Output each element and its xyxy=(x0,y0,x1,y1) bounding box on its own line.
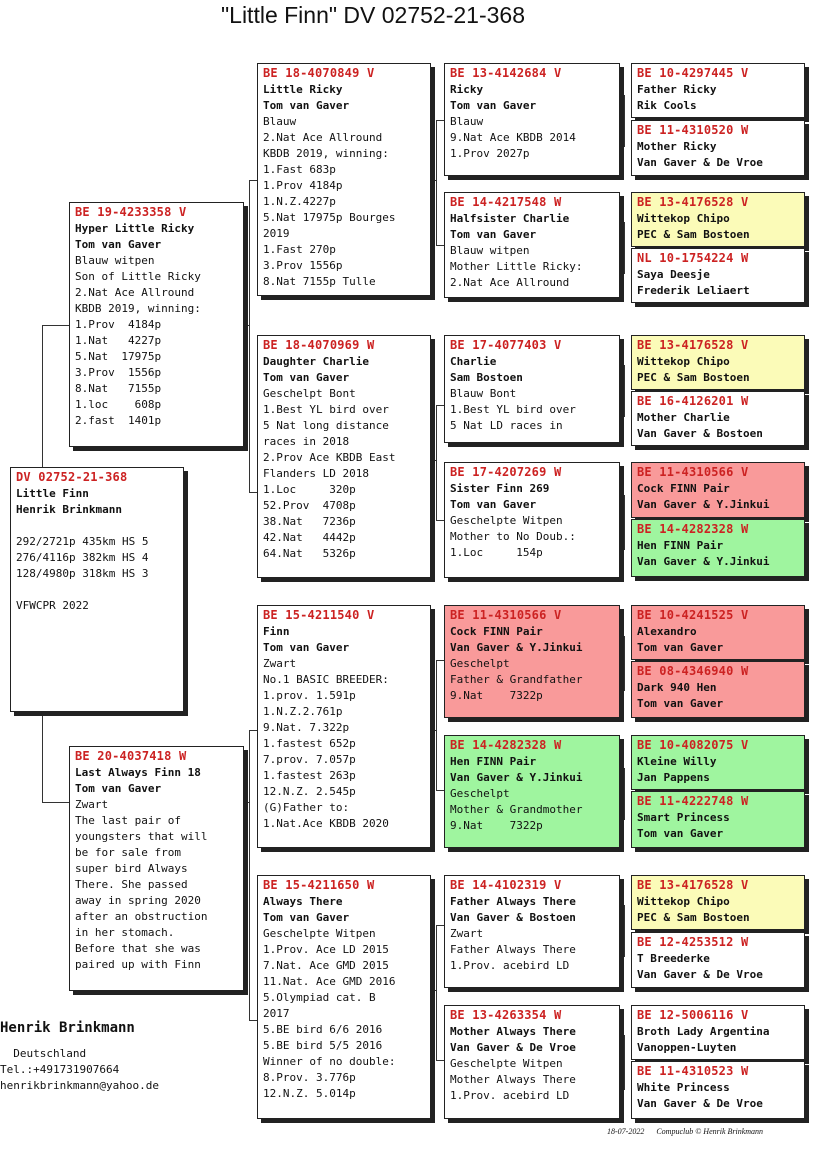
pigeon-card-ssd[interactable] xyxy=(444,192,620,298)
pigeon-owner: Tom van Gaver xyxy=(263,641,350,654)
info-line: after an obstruction xyxy=(75,910,208,923)
pigeon-owner: Tom van Gaver xyxy=(637,641,724,654)
pigeon-card-g14[interactable] xyxy=(631,932,805,988)
pigeon-card-g6[interactable] xyxy=(631,391,805,446)
pigeon-name: Cock FINN Pair xyxy=(637,482,730,495)
info-line: Mother Always There xyxy=(450,1073,576,1086)
pigeon-owner: Tom van Gaver xyxy=(637,697,724,710)
info-line: 1.fastest 263p xyxy=(263,769,356,782)
ring-number: BE 13-4176528 V xyxy=(637,195,749,209)
pigeon-card-g7[interactable] xyxy=(631,462,805,518)
pigeon-owner: Van Gaver & Y.Jinkui xyxy=(637,498,770,511)
info-line: Zwart xyxy=(263,657,297,670)
pigeon-owner: Tom van Gaver xyxy=(75,782,162,795)
pigeon-name: Last Always Finn 18 xyxy=(75,766,201,779)
pigeon-owner: Jan Pappens xyxy=(637,771,710,784)
info-line: 5 Nat LD races in xyxy=(450,419,563,432)
pigeon-owner: Tom van Gaver xyxy=(637,827,724,840)
pigeon-owner: Van Gaver & De Vroe xyxy=(637,156,763,169)
info-line: 1.prov. 1.591p xyxy=(263,689,356,702)
info-line: 1.Prov. acebird LD xyxy=(450,959,570,972)
pigeon-name: Smart Princess xyxy=(637,811,730,824)
ring-number: BE 12-5006116 V xyxy=(637,1008,749,1022)
info-line: Son of Little Ricky xyxy=(75,270,201,283)
info-line: No.1 BASIC BREEDER: xyxy=(263,673,389,686)
info-line: 2017 xyxy=(263,1007,290,1020)
info-line: 292/2721p 435km HS 5 xyxy=(16,535,149,548)
pigeon-name: Little Finn xyxy=(16,487,89,500)
info-line: 1.Nat.Ace KBDB 2020 xyxy=(263,817,389,830)
info-line: Geschelpte Witpen xyxy=(263,927,376,940)
pigeon-owner: Tom van Gaver xyxy=(450,228,537,241)
pigeon-card-sds[interactable] xyxy=(444,335,620,443)
pigeon-card-sire[interactable] xyxy=(69,202,244,447)
ring-number: BE 10-4241525 V xyxy=(637,608,749,622)
pigeon-owner: Van Gaver & Y.Jinkui xyxy=(450,641,583,654)
ring-number: BE 18-4070969 W xyxy=(263,338,375,352)
pigeon-card-g1[interactable] xyxy=(631,63,805,118)
info-line: 9.Nat Ace KBDB 2014 xyxy=(450,131,576,144)
owner-phone: Tel.:+491731907664 xyxy=(0,1063,120,1076)
pigeon-owner: PEC & Sam Bostoen xyxy=(637,228,750,241)
info-line: Geschelpt xyxy=(450,787,510,800)
info-line: 5.Nat 17975p xyxy=(75,350,162,363)
pigeon-card-sss[interactable] xyxy=(444,63,620,176)
pigeon-name: Hyper Little Ricky xyxy=(75,222,195,235)
pigeon-name: Little Ricky xyxy=(263,83,343,96)
info-line: 42.Nat 4442p xyxy=(263,531,356,544)
pigeon-name: Kleine Willy xyxy=(637,755,717,768)
info-line: super bird Always xyxy=(75,862,188,875)
pigeon-name: T Breederke xyxy=(637,952,710,965)
ring-number: BE 11-4222748 W xyxy=(637,794,749,808)
pigeon-name: Cock FINN Pair xyxy=(450,625,543,638)
ring-number: BE 13-4142684 V xyxy=(450,66,562,80)
info-line: 3.Prov 1556p xyxy=(263,259,343,272)
info-line: Blauw Bont xyxy=(450,387,517,400)
info-line: (G)Father to: xyxy=(263,801,350,814)
info-line: 8.Nat 7155p xyxy=(75,382,162,395)
info-line xyxy=(16,582,177,598)
info-line: 5.BE bird 6/6 2016 xyxy=(263,1023,383,1036)
info-line: 5.BE bird 5/5 2016 xyxy=(263,1039,383,1052)
pigeon-card-g9[interactable] xyxy=(631,605,805,660)
pigeon-owner: Frederik Leliaert xyxy=(637,284,750,297)
page-title: "Little Finn" DV 02752-21-368 xyxy=(220,2,525,28)
info-line: 128/4980p 318km HS 3 xyxy=(16,567,149,580)
pigeon-owner: Tom van Gaver xyxy=(450,99,537,112)
info-line: Before that she was xyxy=(75,942,201,955)
pigeon-owner: Van Gaver & Bostoen xyxy=(450,911,576,924)
pigeon-owner: PEC & Sam Bostoen xyxy=(637,911,750,924)
info-line: 2.Prov Ace KBDB East xyxy=(263,451,396,464)
ring-number: BE 10-4297445 V xyxy=(637,66,749,80)
pigeon-card-g16[interactable] xyxy=(631,1061,805,1119)
ring-number: BE 14-4282328 W xyxy=(637,522,749,536)
ring-number: BE 20-4037418 W xyxy=(75,749,187,763)
pigeon-name: White Princess xyxy=(637,1081,730,1094)
info-line: 38.Nat 7236p xyxy=(263,515,356,528)
pigeon-card-ss[interactable] xyxy=(257,63,431,296)
info-line: 2019 xyxy=(263,227,290,240)
pigeon-card-g13[interactable] xyxy=(631,875,805,930)
ring-number: BE 17-4207269 W xyxy=(450,465,562,479)
pigeon-name: Daughter Charlie xyxy=(263,355,369,368)
ring-number: BE 17-4077403 V xyxy=(450,338,562,352)
info-line: 5 Nat long distance xyxy=(263,419,389,432)
info-line: 5.Olympiad cat. B xyxy=(263,991,376,1004)
info-line: 1.Loc 320p xyxy=(263,483,356,496)
ring-number: DV 02752-21-368 xyxy=(16,470,128,484)
info-line: 5.Nat 17975p Bourges xyxy=(263,211,396,224)
pigeon-card-dsd[interactable] xyxy=(444,735,620,848)
info-line: Zwart xyxy=(75,798,109,811)
ring-number: BE 18-4070849 V xyxy=(263,66,375,80)
info-line: Father Always There xyxy=(450,943,576,956)
info-line: Father & Grandfather xyxy=(450,673,583,686)
info-line: 1.N.Z.4227p xyxy=(263,195,336,208)
pigeon-card-dss[interactable] xyxy=(444,605,620,718)
pigeon-card-g15[interactable] xyxy=(631,1005,805,1060)
ring-number: BE 19-4233358 V xyxy=(75,205,187,219)
info-line: Blauw witpen xyxy=(450,244,530,257)
info-line: KBDB 2019, winning: xyxy=(263,147,389,160)
info-line: 1.Fast 683p xyxy=(263,163,336,176)
info-line: 3.Prov 1556p xyxy=(75,366,162,379)
ring-number: BE 16-4126201 W xyxy=(637,394,749,408)
pigeon-name: Wittekop Chipo xyxy=(637,895,730,908)
pigeon-name: Hen FINN Pair xyxy=(637,539,724,552)
info-line: 1.Prov 4184p xyxy=(263,179,343,192)
pigeon-name: Broth Lady Argentina xyxy=(637,1025,770,1038)
pigeon-owner: PEC & Sam Bostoen xyxy=(637,371,750,384)
info-line: The last pair of xyxy=(75,814,181,827)
pigeon-owner: Van Gaver & De Vroe xyxy=(637,1097,763,1110)
pigeon-name: Mother Always There xyxy=(450,1025,576,1038)
pigeon-card-ddd[interactable] xyxy=(444,1005,620,1119)
pigeon-card-g5[interactable] xyxy=(631,335,805,390)
info-line: 1.loc 608p xyxy=(75,398,162,411)
pigeon-name: Always There xyxy=(263,895,343,908)
pigeon-card-sdd[interactable] xyxy=(444,462,620,578)
info-line: KBDB 2019, winning: xyxy=(75,302,201,315)
ring-number: BE 14-4102319 V xyxy=(450,878,562,892)
pigeon-card-g4[interactable] xyxy=(631,248,805,303)
pigeon-owner: Van Gaver & Bostoen xyxy=(637,427,763,440)
pigeon-name: Mother Ricky xyxy=(637,140,717,153)
info-line: be for sale from xyxy=(75,846,181,859)
pigeon-name: Ricky xyxy=(450,83,484,96)
pigeon-name: Sister Finn 269 xyxy=(450,482,550,495)
pigeon-card-g2[interactable] xyxy=(631,120,805,176)
info-line: Winner of no double: xyxy=(263,1055,396,1068)
info-line: Geschelpte Witpen xyxy=(450,514,563,527)
pigeon-name: Father Ricky xyxy=(637,83,717,96)
info-line: Geschelpte Witpen xyxy=(450,1057,563,1070)
ring-number: BE 12-4253512 W xyxy=(637,935,749,949)
pigeon-card-g12[interactable] xyxy=(631,791,805,848)
ring-number: BE 14-4217548 W xyxy=(450,195,562,209)
ring-number: BE 11-4310520 W xyxy=(637,123,749,137)
ring-number: BE 11-4310566 V xyxy=(637,465,749,479)
ring-number: BE 11-4310523 W xyxy=(637,1064,749,1078)
info-line: 2.Nat Ace Allround xyxy=(263,131,383,144)
info-line: 1.Loc 154p xyxy=(450,546,543,559)
pigeon-owner: Van Gaver & De Vroe xyxy=(637,968,763,981)
info-line: 12.N.Z. 2.545p xyxy=(263,785,356,798)
pigeon-name: Charlie xyxy=(450,355,497,368)
pigeon-name: Father Always There xyxy=(450,895,576,908)
info-line: 1.Prov. acebird LD xyxy=(450,1089,570,1102)
pigeon-card-sd[interactable] xyxy=(257,335,431,578)
ring-number: BE 13-4176528 V xyxy=(637,338,749,352)
ring-number: BE 13-4176528 V xyxy=(637,878,749,892)
info-line: Mother Little Ricky: xyxy=(450,260,583,273)
pigeon-owner: Van Gaver & De Vroe xyxy=(450,1041,576,1054)
pigeon-card-dd[interactable] xyxy=(257,875,431,1119)
info-line: 2.Nat Ace Allround xyxy=(75,286,195,299)
info-line: 52.Prov 4708p xyxy=(263,499,356,512)
pigeon-name: Mother Charlie xyxy=(637,411,730,424)
info-line: 1.Best YL bird over xyxy=(450,403,576,416)
info-line: 64.Nat 5326p xyxy=(263,547,356,560)
pigeon-card-g8[interactable] xyxy=(631,519,805,577)
ring-number: BE 14-4282328 W xyxy=(450,738,562,752)
info-line: 1.Best YL bird over xyxy=(263,403,389,416)
pigeon-card-g3[interactable] xyxy=(631,192,805,247)
pigeon-owner: Tom van Gaver xyxy=(75,238,162,251)
info-line: Blauw xyxy=(263,115,297,128)
info-line: 12.N.Z. 5.014p xyxy=(263,1087,356,1100)
pigeon-owner: Vanoppen-Luyten xyxy=(637,1041,737,1054)
info-line: Geschelpt xyxy=(450,657,510,670)
pigeon-owner: Tom van Gaver xyxy=(263,911,350,924)
info-line: 11.Nat. Ace GMD 2016 xyxy=(263,975,396,988)
ring-number: BE 15-4211650 W xyxy=(263,878,375,892)
pigeon-card-dam[interactable] xyxy=(69,746,244,991)
info-line xyxy=(16,518,177,534)
pigeon-name: Hen FINN Pair xyxy=(450,755,537,768)
info-line: 1.N.Z.2.761p xyxy=(263,705,343,718)
info-line: Mother to No Doub.: xyxy=(450,530,576,543)
pigeon-owner: Tom van Gaver xyxy=(450,498,537,511)
info-line: away in spring 2020 xyxy=(75,894,201,907)
info-line: Blauw witpen xyxy=(75,254,155,267)
owner-country: Deutschland xyxy=(0,1047,87,1060)
info-line: Blauw xyxy=(450,115,484,128)
pigeon-owner: Rik Cools xyxy=(637,99,697,112)
pigeon-card-ds[interactable] xyxy=(257,605,431,848)
info-line: Zwart xyxy=(450,927,484,940)
pigeon-card-dds[interactable] xyxy=(444,875,620,988)
info-line: VFWCPR 2022 xyxy=(16,599,89,612)
footer-credit: 18-07-2022 Compuclub © Henrik Brinkmann xyxy=(607,1127,764,1136)
ring-number: BE 11-4310566 V xyxy=(450,608,562,622)
pigeon-name: Wittekop Chipo xyxy=(637,212,730,225)
info-line: Mother & Grandmother xyxy=(450,803,583,816)
info-line: Geschelpt Bont xyxy=(263,387,356,400)
info-line: 1.Nat 4227p xyxy=(75,334,162,347)
pigeon-owner: Van Gaver & Y.Jinkui xyxy=(637,555,770,568)
pigeon-name: Saya Deesje xyxy=(637,268,710,281)
info-line: 276/4116p 382km HS 4 xyxy=(16,551,149,564)
info-line: 7.prov. 7.057p xyxy=(263,753,356,766)
pigeon-name: Dark 940 Hen xyxy=(637,681,717,694)
owner-name: Henrik Brinkmann xyxy=(0,1020,135,1036)
ring-number: NL 10-1754224 W xyxy=(637,251,749,265)
pigeon-name: Wittekop Chipo xyxy=(637,355,730,368)
info-line: 2.fast 1401p xyxy=(75,414,162,427)
info-line: 1.Prov 4184p xyxy=(75,318,162,331)
pigeon-card-subject[interactable] xyxy=(10,467,184,712)
info-line: 9.Nat 7322p xyxy=(450,819,543,832)
pigeon-owner: Sam Bostoen xyxy=(450,371,523,384)
info-line: 2.Nat Ace Allround xyxy=(450,276,570,289)
owner-contact xyxy=(0,1018,240,1094)
pigeon-name: Finn xyxy=(263,625,290,638)
pigeon-owner: Tom van Gaver xyxy=(263,99,350,112)
ring-number: BE 08-4346940 W xyxy=(637,664,749,678)
info-line: 1.Prov 2027p xyxy=(450,147,530,160)
info-line: races in 2018 xyxy=(263,435,350,448)
info-line: 9.Nat. 7.322p xyxy=(263,721,350,734)
pigeon-owner: Van Gaver & Y.Jinkui xyxy=(450,771,583,784)
info-line: 1.Prov. Ace LD 2015 xyxy=(263,943,389,956)
info-line: 8.Nat 7155p Tulle xyxy=(263,275,376,288)
ring-number: BE 15-4211540 V xyxy=(263,608,375,622)
info-line: Flanders LD 2018 xyxy=(263,467,369,480)
ring-number: BE 13-4263354 W xyxy=(450,1008,562,1022)
info-line: 9.Nat 7322p xyxy=(450,689,543,702)
info-line: 1.Fast 270p xyxy=(263,243,336,256)
info-line: youngsters that will xyxy=(75,830,208,843)
info-line: in her stomach. xyxy=(75,926,175,939)
pigeon-owner: Tom van Gaver xyxy=(263,371,350,384)
pigeon-name: Halfsister Charlie xyxy=(450,212,570,225)
info-line: 7.Nat. Ace GMD 2015 xyxy=(263,959,389,972)
owner-email[interactable]: henrikbrinkmann@yahoo.de xyxy=(0,1079,159,1092)
info-line: There. She passed xyxy=(75,878,188,891)
pigeon-owner: Henrik Brinkmann xyxy=(16,503,122,516)
info-line: 8.Prov. 3.776p xyxy=(263,1071,356,1084)
pigeon-card-g10[interactable] xyxy=(631,661,805,718)
info-line: paired up with Finn xyxy=(75,958,201,971)
info-line: 1.fastest 652p xyxy=(263,737,356,750)
pigeon-card-g11[interactable] xyxy=(631,735,805,790)
ring-number: BE 10-4082075 V xyxy=(637,738,749,752)
pigeon-name: Alexandro xyxy=(637,625,697,638)
